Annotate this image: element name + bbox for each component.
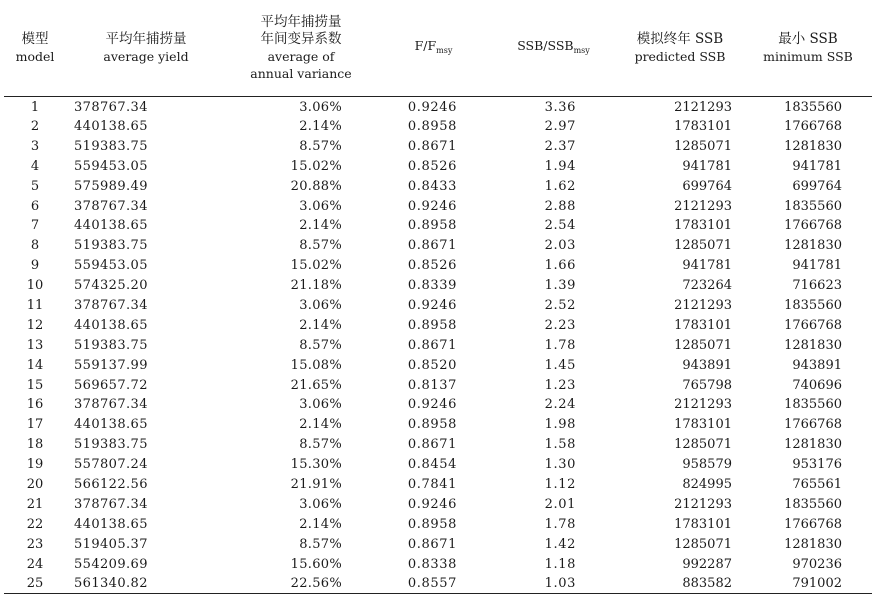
cell-minimum-ssb: 1835560	[784, 297, 842, 313]
cell-average-yield: 519383.75	[74, 337, 148, 353]
header-yield-en: average yield	[103, 48, 189, 64]
cell-predicted-ssb: 2121293	[674, 297, 732, 313]
cell-predicted-ssb: 941781	[682, 258, 732, 274]
cell-annual-variance: 20.88%	[290, 178, 342, 194]
cell-minimum-ssb: 765561	[792, 476, 842, 492]
cell-minimum-ssb: 970236	[792, 556, 842, 572]
cell-annual-variance: 3.06%	[299, 496, 342, 512]
header-row	[4, 0, 872, 96]
cell-predicted-ssb: 1285071	[674, 536, 732, 552]
table-row	[4, 335, 872, 355]
cell-minimum-ssb: 791002	[744, 574, 872, 594]
cell-f-ratio: 0.9246	[407, 297, 457, 313]
cell-f-ratio: 0.9246	[407, 397, 457, 413]
cell-average-yield: 440138.65	[74, 118, 148, 134]
header-model-zh: 模型	[21, 30, 49, 47]
header-ssb-ratio-sub: msy	[573, 45, 590, 55]
cell-ssb-ratio: 2.88	[544, 198, 576, 214]
cell-average-yield: 440138.65	[74, 317, 148, 333]
cell-ssb-ratio: 1.45	[544, 357, 576, 373]
header-predicted-zh: 模拟终年 SSB	[636, 30, 724, 47]
cell-minimum-ssb: 1835560	[784, 99, 842, 115]
cell-annual-variance: 8.57%	[299, 337, 342, 353]
cell-ssb-ratio: 2.23	[544, 317, 576, 333]
cell-ssb-ratio: 2.97	[544, 118, 576, 134]
cell-predicted-ssb: 1285071	[674, 238, 732, 254]
header-minimum-zh: 最小 SSB	[778, 30, 838, 47]
cell-annual-variance: 8.57%	[299, 238, 342, 254]
table-row	[4, 296, 872, 316]
table-row	[4, 276, 872, 296]
table-row	[4, 136, 872, 156]
cell-f-ratio: 0.8958	[407, 118, 457, 134]
header-model	[4, 0, 66, 96]
header-minimum-en: minimum SSB	[763, 48, 853, 64]
cell-predicted-ssb: 765798	[682, 377, 732, 393]
cell-minimum-ssb: 716623	[792, 278, 842, 294]
cell-average-yield: 574325.20	[74, 278, 148, 294]
table-body	[4, 96, 872, 594]
header-variance-en1: average of	[267, 48, 335, 64]
header-variance-zh1: 平均年捕捞量	[260, 13, 342, 30]
cell-average-yield: 378767.34	[74, 297, 148, 313]
cell-annual-variance: 15.30%	[290, 457, 342, 473]
cell-average-yield: 378767.34	[74, 397, 148, 413]
cell-ssb-ratio: 1.39	[544, 278, 576, 294]
cell-minimum-ssb: 1766768	[784, 417, 842, 433]
cell-annual-variance: 15.02%	[290, 258, 342, 274]
cell-model: 18	[26, 437, 44, 453]
cell-minimum-ssb: 1835560	[784, 397, 842, 413]
cell-f-ratio: 0.8671	[407, 437, 457, 453]
cell-minimum-ssb: 1281830	[784, 337, 842, 353]
cell-minimum-ssb: 699764	[792, 178, 842, 194]
table-row	[4, 236, 872, 256]
header-yield-zh: 平均年捕捞量	[105, 30, 187, 47]
cell-f-ratio: 0.8137	[407, 377, 457, 393]
table-row	[4, 475, 872, 495]
cell-average-yield: 440138.65	[74, 218, 148, 234]
cell-f-ratio: 0.8433	[407, 178, 457, 194]
cell-average-yield: 519405.37	[74, 536, 148, 552]
table-row	[4, 117, 872, 137]
header-predicted-ssb	[616, 0, 744, 96]
cell-annual-variance: 8.57%	[299, 536, 342, 552]
cell-ssb-ratio: 2.37	[544, 138, 576, 154]
cell-predicted-ssb: 824995	[682, 476, 732, 492]
cell-annual-variance: 15.02%	[290, 158, 342, 174]
table-row	[4, 574, 872, 594]
cell-average-yield: 559453.05	[74, 258, 148, 274]
table-row	[4, 355, 872, 375]
cell-f-ratio: 0.9246	[407, 99, 457, 115]
cell-ssb-ratio: 1.03	[491, 574, 616, 594]
cell-f-ratio: 0.8454	[407, 457, 457, 473]
cell-average-yield: 378767.34	[74, 99, 148, 115]
table-row	[4, 395, 872, 415]
cell-ssb-ratio: 1.12	[544, 476, 576, 492]
cell-predicted-ssb: 1783101	[674, 516, 732, 532]
cell-predicted-ssb: 1285071	[674, 437, 732, 453]
cell-annual-variance: 21.91%	[290, 476, 342, 492]
cell-predicted-ssb: 2121293	[674, 99, 732, 115]
cell-predicted-ssb: 1783101	[674, 317, 732, 333]
cell-model: 25	[4, 574, 66, 594]
table-row	[4, 554, 872, 574]
cell-predicted-ssb: 723264	[682, 278, 732, 294]
table-header	[4, 0, 872, 96]
header-variance	[226, 0, 376, 96]
cell-model: 17	[26, 417, 44, 433]
cell-predicted-ssb: 992287	[682, 556, 732, 572]
header-f-ratio	[376, 0, 491, 96]
cell-ssb-ratio: 1.30	[544, 457, 576, 473]
cell-f-ratio: 0.8958	[407, 417, 457, 433]
cell-ssb-ratio: 1.94	[544, 158, 576, 174]
header-minimum-ssb	[744, 0, 872, 96]
header-yield	[66, 0, 226, 96]
cell-minimum-ssb: 1281830	[784, 536, 842, 552]
cell-minimum-ssb: 1766768	[784, 516, 842, 532]
table-row	[4, 315, 872, 335]
cell-f-ratio: 0.8526	[407, 258, 457, 274]
cell-predicted-ssb: 1783101	[674, 218, 732, 234]
cell-minimum-ssb: 1835560	[784, 198, 842, 214]
cell-average-yield: 575989.49	[74, 178, 148, 194]
header-f-ratio-main: F/F	[414, 37, 437, 53]
cell-f-ratio: 0.9246	[407, 198, 457, 214]
cell-f-ratio: 0.8958	[407, 516, 457, 532]
cell-f-ratio: 0.8958	[407, 317, 457, 333]
cell-minimum-ssb: 1281830	[784, 138, 842, 154]
cell-ssb-ratio: 2.54	[544, 218, 576, 234]
header-variance-zh2: 年间变异系数	[260, 30, 342, 47]
table-row	[4, 176, 872, 196]
cell-model: 9	[30, 258, 40, 274]
header-ssb-ratio-main: SSB/SSB	[517, 37, 574, 53]
table-row	[4, 435, 872, 455]
cell-f-ratio: 0.8526	[407, 158, 457, 174]
cell-predicted-ssb: 699764	[682, 178, 732, 194]
cell-f-ratio: 0.8339	[407, 278, 457, 294]
cell-ssb-ratio: 1.98	[544, 417, 576, 433]
cell-annual-variance: 3.06%	[299, 297, 342, 313]
cell-ssb-ratio: 1.58	[544, 437, 576, 453]
table-row	[4, 375, 872, 395]
cell-ssb-ratio: 2.03	[544, 238, 576, 254]
cell-average-yield: 561340.82	[66, 574, 226, 594]
cell-model: 3	[30, 138, 40, 154]
cell-ssb-ratio: 1.78	[544, 337, 576, 353]
cell-ssb-ratio: 1.62	[544, 178, 576, 194]
cell-predicted-ssb: 883582	[616, 574, 744, 594]
cell-ssb-ratio: 1.18	[544, 556, 576, 572]
cell-minimum-ssb: 1766768	[784, 317, 842, 333]
cell-average-yield: 519383.75	[74, 437, 148, 453]
cell-annual-variance: 2.14%	[299, 118, 342, 134]
cell-average-yield: 557807.24	[74, 457, 148, 473]
cell-f-ratio: 0.8671	[407, 536, 457, 552]
cell-ssb-ratio: 3.36	[544, 99, 576, 115]
cell-minimum-ssb: 740696	[792, 377, 842, 393]
cell-annual-variance: 2.14%	[299, 317, 342, 333]
header-f-ratio-sub: msy	[436, 45, 453, 55]
header-ssb-ratio	[491, 0, 616, 96]
cell-annual-variance: 3.06%	[299, 99, 342, 115]
cell-model: 23	[26, 536, 44, 552]
cell-predicted-ssb: 1285071	[674, 138, 732, 154]
cell-annual-variance: 8.57%	[299, 437, 342, 453]
header-model-en: model	[15, 48, 55, 64]
table-row	[4, 415, 872, 435]
cell-model: 1	[30, 99, 40, 115]
cell-model: 14	[26, 357, 44, 373]
cell-annual-variance: 15.08%	[290, 357, 342, 373]
header-variance-en2: annual variance	[250, 65, 352, 81]
cell-ssb-ratio: 2.52	[544, 297, 576, 313]
cell-model: 21	[26, 496, 44, 512]
cell-predicted-ssb: 2121293	[674, 496, 732, 512]
cell-model: 19	[26, 457, 44, 473]
cell-f-ratio: 0.8671	[407, 337, 457, 353]
cell-model: 24	[26, 556, 44, 572]
cell-annual-variance: 8.57%	[299, 138, 342, 154]
cell-predicted-ssb: 2121293	[674, 397, 732, 413]
table-row	[4, 514, 872, 534]
cell-f-ratio: 0.8671	[407, 238, 457, 254]
cell-average-yield: 554209.69	[74, 556, 148, 572]
cell-average-yield: 559137.99	[74, 357, 148, 373]
cell-ssb-ratio: 1.66	[544, 258, 576, 274]
cell-annual-variance: 2.14%	[299, 218, 342, 234]
cell-predicted-ssb: 941781	[682, 158, 732, 174]
cell-average-yield: 559453.05	[74, 158, 148, 174]
table-row	[4, 455, 872, 475]
cell-model: 5	[30, 178, 40, 194]
cell-predicted-ssb: 1285071	[674, 337, 732, 353]
cell-minimum-ssb: 1766768	[784, 118, 842, 134]
table-row	[4, 216, 872, 236]
cell-ssb-ratio: 2.24	[544, 397, 576, 413]
cell-model: 6	[30, 198, 40, 214]
cell-model: 11	[26, 297, 44, 313]
cell-ssb-ratio: 2.01	[544, 496, 576, 512]
cell-annual-variance: 3.06%	[299, 397, 342, 413]
cell-model: 7	[30, 218, 40, 234]
table-row	[4, 256, 872, 276]
cell-f-ratio: 0.8557	[376, 574, 491, 594]
cell-model: 20	[26, 476, 44, 492]
cell-average-yield: 440138.65	[74, 417, 148, 433]
cell-f-ratio: 0.9246	[407, 496, 457, 512]
table-row	[4, 196, 872, 216]
cell-annual-variance: 22.56%	[226, 574, 376, 594]
cell-minimum-ssb: 941781	[792, 258, 842, 274]
cell-predicted-ssb: 1783101	[674, 417, 732, 433]
cell-minimum-ssb: 1281830	[784, 437, 842, 453]
cell-average-yield: 519383.75	[74, 238, 148, 254]
cell-average-yield: 569657.72	[74, 377, 148, 393]
cell-predicted-ssb: 958579	[682, 457, 732, 473]
cell-model: 2	[30, 118, 40, 134]
cell-ssb-ratio: 1.78	[544, 516, 576, 532]
cell-minimum-ssb: 941781	[792, 158, 842, 174]
table-row	[4, 96, 872, 117]
cell-model: 15	[26, 377, 44, 393]
cell-average-yield: 519383.75	[74, 138, 148, 154]
cell-average-yield: 440138.65	[74, 516, 148, 532]
cell-model: 12	[26, 317, 44, 333]
cell-average-yield: 378767.34	[74, 496, 148, 512]
cell-annual-variance: 21.65%	[290, 377, 342, 393]
results-table	[4, 0, 872, 594]
cell-annual-variance: 2.14%	[299, 417, 342, 433]
cell-minimum-ssb: 1766768	[784, 218, 842, 234]
cell-predicted-ssb: 943891	[682, 357, 732, 373]
cell-annual-variance: 21.18%	[290, 278, 342, 294]
table-row	[4, 156, 872, 176]
cell-model: 8	[30, 238, 40, 254]
cell-ssb-ratio: 1.23	[544, 377, 576, 393]
cell-f-ratio: 0.8671	[407, 138, 457, 154]
cell-model: 4	[30, 158, 40, 174]
cell-model: 13	[26, 337, 44, 353]
cell-f-ratio: 0.8338	[407, 556, 457, 572]
cell-model: 22	[26, 516, 44, 532]
cell-average-yield: 566122.56	[74, 476, 148, 492]
cell-predicted-ssb: 2121293	[674, 198, 732, 214]
cell-model: 10	[26, 278, 44, 294]
table-row	[4, 494, 872, 514]
cell-model: 16	[26, 397, 44, 413]
cell-predicted-ssb: 1783101	[674, 118, 732, 134]
header-predicted-en: predicted SSB	[634, 48, 726, 64]
cell-f-ratio: 0.7841	[407, 476, 457, 492]
cell-minimum-ssb: 1281830	[784, 238, 842, 254]
table-row	[4, 534, 872, 554]
cell-annual-variance: 15.60%	[290, 556, 342, 572]
cell-annual-variance: 2.14%	[299, 516, 342, 532]
cell-ssb-ratio: 1.42	[544, 536, 576, 552]
cell-average-yield: 378767.34	[74, 198, 148, 214]
cell-minimum-ssb: 1835560	[784, 496, 842, 512]
cell-minimum-ssb: 953176	[792, 457, 842, 473]
cell-f-ratio: 0.8958	[407, 218, 457, 234]
cell-annual-variance: 3.06%	[299, 198, 342, 214]
cell-minimum-ssb: 943891	[792, 357, 842, 373]
cell-f-ratio: 0.8520	[407, 357, 457, 373]
